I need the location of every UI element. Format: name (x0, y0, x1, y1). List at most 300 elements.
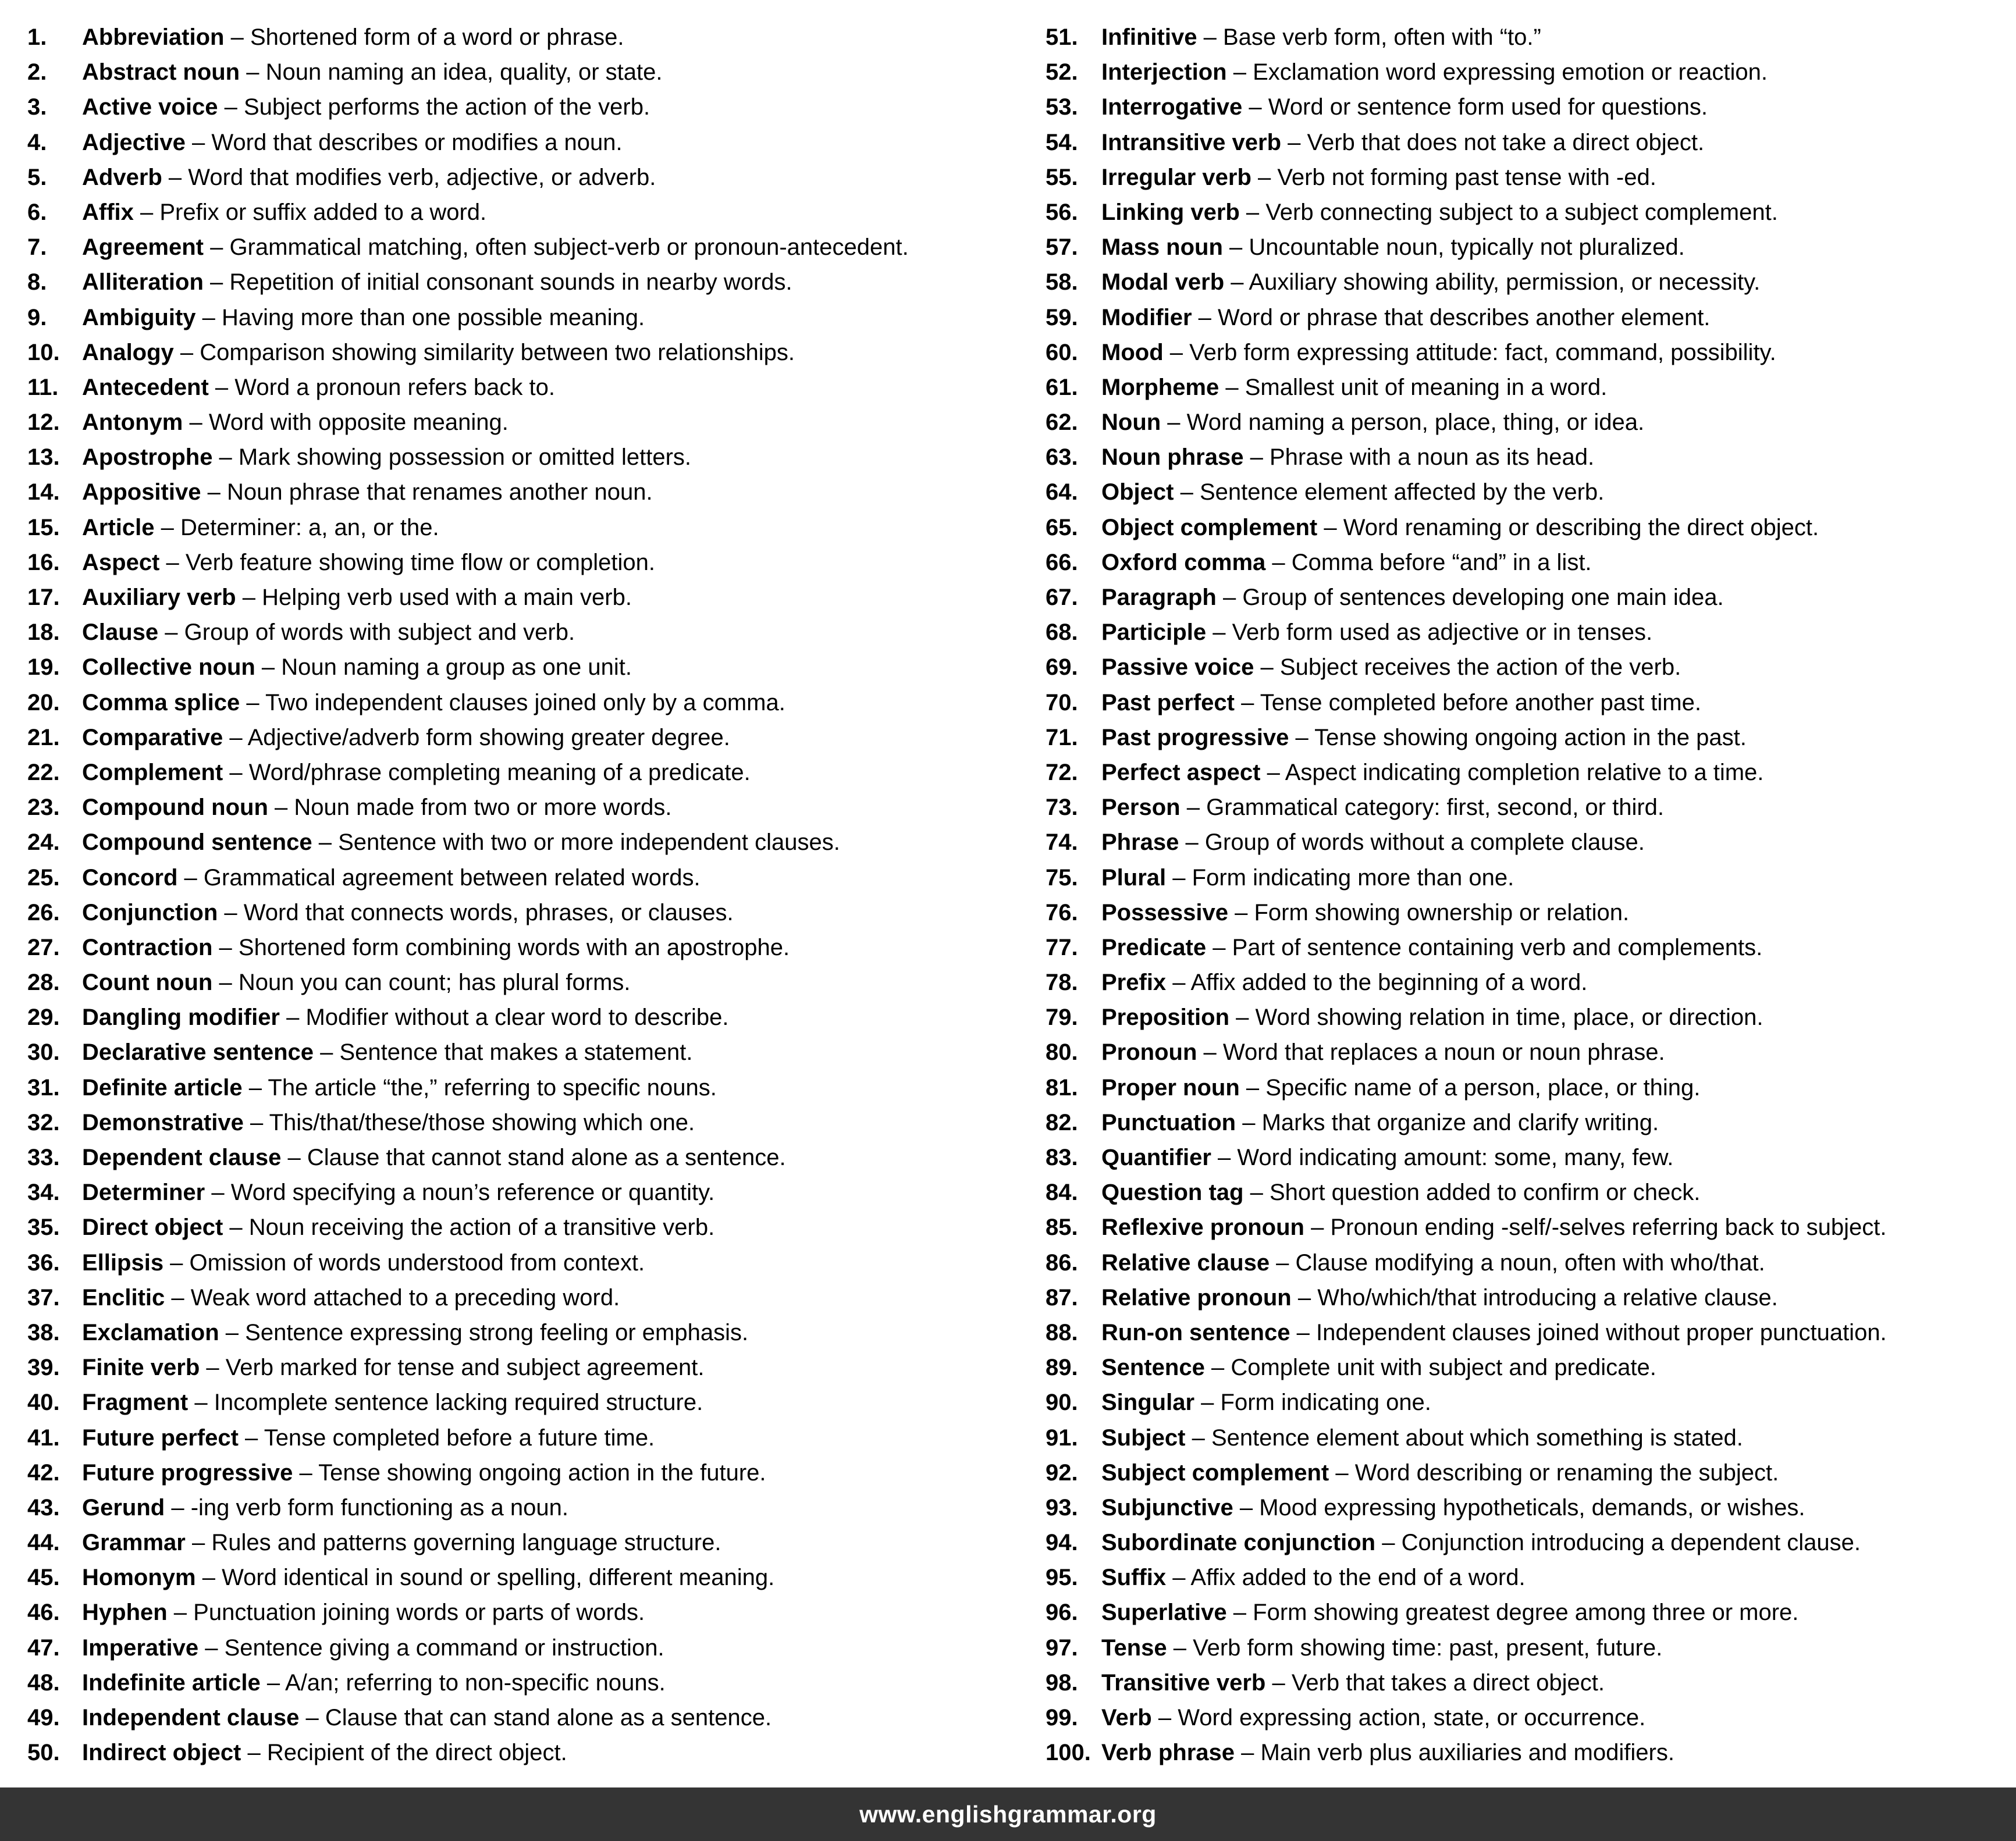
item-number: 45. (27, 1565, 60, 1591)
list-item (1046, 405, 1887, 440)
list-item (1046, 1560, 1887, 1595)
item-term: Past perfect (1101, 689, 1235, 715)
item-term: Abbreviation (82, 24, 225, 50)
item-number: 67. (1046, 585, 1078, 610)
item-term: Pronoun (1101, 1039, 1197, 1066)
item-definition: Noun naming a group as one unit. (281, 654, 632, 681)
list-item (27, 965, 909, 1000)
dash-separator: – (223, 724, 248, 750)
list-item (27, 1490, 909, 1525)
item-term: Suffix (1101, 1565, 1167, 1591)
item-definition: Grammatical category: first, second, or third. (1206, 795, 1665, 821)
list-item (1046, 1735, 1887, 1770)
item-number: 55. (1046, 164, 1078, 190)
item-number: 43. (27, 1494, 60, 1520)
item-text (1101, 90, 1708, 124)
list-item (1046, 1350, 1887, 1385)
item-number: 6. (27, 199, 47, 225)
item-definition: Prefix or suffix added to a word. (159, 199, 487, 225)
item-term: Relative clause (1101, 1249, 1270, 1276)
dash-separator: – (185, 1530, 212, 1556)
item-definition: Noun you can count; has plural forms. (238, 970, 631, 996)
item-term: Paragraph (1101, 585, 1217, 610)
list-item (1046, 510, 1887, 545)
item-term: Object complement (1101, 514, 1318, 540)
terms-column-left (27, 20, 909, 1770)
item-text (82, 1105, 695, 1140)
list-item (27, 1000, 909, 1035)
item-text (82, 1175, 714, 1210)
item-term: Ellipsis (82, 1249, 164, 1276)
list-item (27, 1175, 909, 1210)
item-term: Verb phrase (1101, 1740, 1235, 1766)
item-text (82, 1070, 717, 1105)
item-definition: Word with opposite meaning. (208, 409, 509, 436)
item-number: 49. (27, 1705, 60, 1730)
list-item (27, 195, 909, 230)
dash-separator: – (1243, 444, 1270, 471)
dash-separator: – (1194, 1390, 1221, 1416)
item-term: Past progressive (1101, 724, 1289, 750)
item-definition: Word describing or renaming the subject. (1354, 1459, 1779, 1486)
item-number: 58. (1046, 269, 1078, 295)
item-definition: Adjective/adverb form showing greater degree. (247, 724, 730, 750)
item-text (82, 1210, 714, 1245)
dash-separator: – (1197, 24, 1223, 50)
item-text (82, 90, 650, 124)
item-term: Mass noun (1101, 234, 1223, 261)
item-term: Active voice (82, 94, 218, 120)
list-item (27, 475, 909, 510)
list-item (27, 1560, 909, 1595)
dash-separator: – (1216, 585, 1243, 610)
list-item (27, 1140, 909, 1175)
list-item (27, 1455, 909, 1490)
item-definition: Affix added to the beginning of a word. (1190, 970, 1588, 996)
dash-separator: – (219, 1319, 246, 1345)
dash-separator: – (223, 1215, 249, 1241)
dash-separator: – (1163, 339, 1190, 365)
item-definition: Noun naming an idea, quality, or state. (265, 59, 663, 86)
dash-separator: – (154, 514, 180, 540)
item-term: Alliteration (82, 269, 204, 295)
item-definition: Conjunction introducing a dependent clause. (1401, 1530, 1861, 1556)
item-number: 13. (27, 444, 60, 471)
list-item (1046, 720, 1887, 755)
dash-separator: – (299, 1705, 325, 1730)
dash-separator: – (165, 1284, 191, 1311)
dash-separator: – (167, 1600, 194, 1626)
dash-separator: – (1254, 654, 1280, 681)
item-text (1101, 1665, 1605, 1700)
list-item (27, 1245, 909, 1280)
item-term: Determiner (82, 1180, 205, 1206)
item-number: 23. (27, 795, 60, 821)
item-text (82, 335, 795, 370)
item-text (82, 370, 555, 405)
item-text (1101, 125, 1704, 160)
item-term: Dangling modifier (82, 1005, 280, 1031)
item-number: 81. (1046, 1074, 1078, 1101)
list-item (1046, 1175, 1887, 1210)
item-text (82, 160, 656, 195)
item-number: 48. (27, 1669, 60, 1696)
item-number: 59. (1046, 304, 1078, 330)
dash-separator: – (195, 304, 222, 330)
item-definition: Recipient of the direct object. (266, 1740, 567, 1766)
list-item (1046, 825, 1887, 860)
item-definition: Specific name of a person, place, or thing. (1265, 1074, 1701, 1101)
item-term: Imperative (82, 1635, 199, 1661)
list-item (27, 860, 909, 895)
item-definition: Tense showing ongoing action in the past. (1314, 724, 1747, 750)
item-term: Appositive (82, 479, 201, 505)
list-item (1046, 1490, 1887, 1525)
item-text (1101, 1000, 1763, 1035)
item-term: Dependent clause (82, 1145, 282, 1170)
list-item (1046, 1455, 1887, 1490)
item-definition: Group of words without a complete clause. (1204, 829, 1645, 856)
item-term: Proper noun (1101, 1074, 1240, 1101)
list-item (1046, 685, 1887, 720)
dash-separator: – (201, 479, 227, 505)
item-text (82, 545, 655, 580)
item-term: Future progressive (82, 1459, 293, 1486)
list-item (27, 1420, 909, 1455)
item-number: 90. (1046, 1390, 1078, 1416)
item-text (82, 1665, 666, 1700)
item-definition: Word a pronoun refers back to. (234, 374, 555, 400)
item-number: 75. (1046, 864, 1078, 891)
item-definition: Sentence giving a command or instruction. (224, 1635, 664, 1661)
dash-separator: – (1317, 514, 1343, 540)
item-number: 95. (1046, 1565, 1078, 1591)
item-term: Linking verb (1101, 199, 1240, 225)
list-item (1046, 475, 1887, 510)
item-text (1101, 720, 1747, 755)
list-item (1046, 790, 1887, 825)
item-definition: Having more than one possible meaning. (222, 304, 645, 330)
item-number: 64. (1046, 479, 1078, 505)
list-item (27, 1735, 909, 1770)
item-term: Comma splice (82, 689, 240, 715)
item-text (1101, 300, 1710, 335)
item-term: Agreement (82, 234, 204, 261)
item-definition: Sentence element about which something is stated. (1211, 1425, 1743, 1451)
item-number: 39. (27, 1355, 60, 1381)
item-definition: Mood expressing hypotheticals, demands, or wishes. (1259, 1494, 1805, 1520)
item-term: Compound noun (82, 795, 268, 821)
item-number: 32. (27, 1109, 60, 1135)
item-text (82, 1630, 664, 1665)
item-number: 35. (27, 1215, 60, 1241)
item-number: 2. (27, 59, 47, 86)
list-item (27, 510, 909, 545)
item-term: Affix (82, 199, 134, 225)
item-definition: Grammatical agreement between related words. (203, 864, 701, 891)
list-item (1046, 1140, 1887, 1175)
list-item (1046, 580, 1887, 615)
dash-separator: – (188, 1390, 214, 1416)
list-item (27, 650, 909, 685)
item-number: 87. (1046, 1284, 1078, 1311)
dash-separator: – (218, 899, 244, 925)
item-definition: Who/which/that introducing a relative clause. (1317, 1284, 1778, 1311)
item-definition: Marks that organize and clarify writing. (1261, 1109, 1659, 1135)
item-number: 79. (1046, 1005, 1078, 1031)
item-term: Hyphen (82, 1600, 168, 1626)
dash-separator: – (280, 1005, 306, 1031)
item-number: 91. (1046, 1425, 1078, 1451)
item-number: 1. (27, 24, 47, 50)
item-term: Run-on sentence (1101, 1319, 1290, 1345)
item-term: Abstract noun (82, 59, 240, 86)
item-term: Morpheme (1101, 374, 1219, 400)
item-definition: Word or sentence form used for questions. (1268, 94, 1708, 120)
item-number: 62. (1046, 409, 1078, 436)
terms-column-right (1046, 20, 1887, 1770)
item-definition: Word/phrase completing meaning of a predicate. (248, 759, 751, 785)
item-term: Independent clause (82, 1705, 300, 1730)
item-definition: Clause modifying a noun, often with who/that. (1295, 1249, 1765, 1276)
item-definition: Shortened form combining words with an apostrophe. (238, 934, 790, 960)
item-text (1101, 895, 1629, 930)
item-term: Modifier (1101, 304, 1192, 330)
item-text (82, 1490, 568, 1525)
dash-separator: – (1242, 94, 1268, 120)
item-text (82, 1385, 703, 1420)
item-number: 20. (27, 689, 60, 715)
list-item (1046, 370, 1887, 405)
dash-separator: – (241, 1740, 267, 1766)
item-term: Antecedent (82, 374, 209, 400)
item-definition: Shortened form of a word or phrase. (250, 24, 624, 50)
item-definition: Two independent clauses joined only by a comma. (265, 689, 785, 715)
item-term: Superlative (1101, 1600, 1227, 1626)
item-number: 83. (1046, 1145, 1078, 1170)
item-definition: Word that connects words, phrases, or clauses. (243, 899, 734, 925)
list-item (27, 1665, 909, 1700)
list-item (1046, 160, 1887, 195)
dash-separator: – (1185, 1425, 1211, 1451)
item-number: 50. (27, 1740, 60, 1766)
dash-separator: – (1233, 1494, 1260, 1520)
dash-separator: – (1291, 1284, 1318, 1311)
item-text (1101, 615, 1652, 650)
dash-separator: – (218, 94, 244, 120)
item-term: Gerund (82, 1494, 165, 1520)
item-number: 4. (27, 129, 47, 155)
list-item (1046, 1105, 1887, 1140)
list-item (1046, 650, 1887, 685)
dash-separator: – (312, 829, 339, 856)
item-term: Fragment (82, 1390, 189, 1416)
item-text (1101, 825, 1645, 860)
item-text (1101, 1350, 1656, 1385)
item-text (82, 965, 631, 1000)
item-definition: Phrase with a noun as its head. (1269, 444, 1595, 471)
dash-separator: – (236, 585, 262, 610)
list-item (1046, 1385, 1887, 1420)
item-definition: Tense completed before another past time. (1260, 689, 1701, 715)
list-item (1046, 1245, 1887, 1280)
item-text (1101, 1035, 1665, 1070)
list-item (1046, 930, 1887, 965)
item-definition: Word that describes or modifies a noun. (211, 129, 623, 155)
list-item (27, 265, 909, 300)
list-item (1046, 195, 1887, 230)
item-text (1101, 1525, 1861, 1560)
item-text (1101, 1175, 1700, 1210)
item-number: 16. (27, 549, 60, 575)
item-term: Phrase (1101, 829, 1179, 856)
item-text (1101, 860, 1514, 895)
item-number: 47. (27, 1635, 60, 1661)
list-item (27, 300, 909, 335)
item-term: Singular (1101, 1390, 1195, 1416)
item-term: Finite verb (82, 1355, 200, 1381)
item-text (1101, 405, 1644, 440)
item-definition: Sentence expressing strong feeling or emphasis. (245, 1319, 749, 1345)
item-text (82, 1595, 645, 1630)
list-item (1046, 1525, 1887, 1560)
item-text (1101, 1420, 1743, 1455)
item-term: Predicate (1101, 934, 1207, 960)
item-definition: Pronoun ending -self/-selves referring back to subject. (1330, 1215, 1887, 1241)
item-definition: Subject receives the action of the verb. (1279, 654, 1681, 681)
item-number: 92. (1046, 1459, 1078, 1486)
item-number: 57. (1046, 234, 1078, 261)
list-item (1046, 125, 1887, 160)
list-item (27, 160, 909, 195)
item-definition: This/that/these/those showing which one. (269, 1109, 695, 1135)
item-number: 61. (1046, 374, 1078, 400)
dash-separator: – (1329, 1459, 1355, 1486)
dash-separator: – (1290, 1319, 1316, 1345)
item-number: 8. (27, 269, 47, 295)
item-definition: Form indicating more than one. (1192, 864, 1514, 891)
item-term: Noun (1101, 409, 1161, 436)
list-item (27, 580, 909, 615)
list-item (1046, 615, 1887, 650)
item-definition: Part of sentence containing verb and complements. (1232, 934, 1763, 960)
list-item (27, 440, 909, 475)
dash-separator: – (1224, 269, 1249, 295)
item-definition: Determiner: a, an, or the. (180, 514, 439, 540)
item-number: 51. (1046, 24, 1078, 50)
dash-separator: – (255, 654, 282, 681)
item-definition: Incomplete sentence lacking required structure. (214, 1390, 703, 1416)
item-number: 14. (27, 479, 60, 505)
item-number: 25. (27, 864, 60, 891)
list-item (1046, 1665, 1887, 1700)
item-text (82, 405, 509, 440)
item-text (1101, 1245, 1765, 1280)
item-definition: Modifier without a clear word to describe. (305, 1005, 729, 1031)
item-term: Subject (1101, 1425, 1186, 1451)
item-number: 60. (1046, 339, 1078, 365)
item-number: 33. (27, 1145, 60, 1170)
list-item (27, 615, 909, 650)
item-definition: Sentence with two or more independent clauses. (338, 829, 840, 856)
item-definition: Form indicating one. (1220, 1390, 1431, 1416)
item-number: 46. (27, 1600, 60, 1626)
item-text (1101, 1070, 1700, 1105)
dash-separator: – (1219, 374, 1245, 400)
item-number: 71. (1046, 724, 1078, 750)
dash-separator: – (195, 1565, 222, 1591)
item-definition: Form showing greatest degree among three or more. (1253, 1600, 1799, 1626)
item-term: Relative pronoun (1101, 1284, 1292, 1311)
item-definition: Word that modifies verb, adjective, or adverb. (188, 164, 656, 190)
item-number: 12. (27, 409, 60, 436)
item-term: Possessive (1101, 899, 1228, 925)
dash-separator: – (1167, 1635, 1193, 1661)
item-text (1101, 1595, 1798, 1630)
list-item (1046, 440, 1887, 475)
item-number: 69. (1046, 654, 1078, 681)
item-definition: Word specifying a noun’s reference or quantity. (230, 1180, 715, 1206)
item-number: 63. (1046, 444, 1078, 471)
item-term: Interrogative (1101, 94, 1243, 120)
item-term: Subject complement (1101, 1459, 1329, 1486)
item-definition: Noun receiving the action of a transitive verb. (248, 1215, 715, 1241)
dash-separator: – (212, 444, 239, 471)
item-definition: Omission of words understood from context. (189, 1249, 645, 1276)
dash-separator: – (260, 1669, 286, 1696)
dash-separator: – (1235, 1740, 1261, 1766)
dash-separator: – (1204, 1355, 1231, 1381)
item-definition: Word or phrase that describes another element. (1218, 304, 1711, 330)
item-text (1101, 55, 1768, 90)
dash-separator: – (208, 374, 235, 400)
list-item (27, 755, 909, 790)
list-item (1046, 20, 1887, 55)
dash-separator: – (1260, 759, 1285, 785)
item-definition: Short question added to confirm or check. (1269, 1180, 1701, 1206)
item-definition: Verb form expressing attitude: fact, command, possibility. (1189, 339, 1776, 365)
dash-separator: – (268, 795, 294, 821)
item-term: Tense (1101, 1635, 1167, 1661)
item-term: Oxford comma (1101, 549, 1266, 575)
item-text (82, 930, 790, 965)
dash-separator: – (1179, 829, 1205, 856)
item-text (82, 1350, 704, 1385)
item-definition: Verb that does not take a direct object. (1307, 129, 1705, 155)
item-term: Indefinite article (82, 1669, 261, 1696)
item-definition: Group of words with subject and verb. (184, 619, 575, 646)
item-definition: Noun phrase that renames another noun. (226, 479, 653, 505)
item-term: Analogy (82, 339, 174, 365)
list-item (1046, 300, 1887, 335)
item-definition: Sentence element affected by the verb. (1199, 479, 1605, 505)
list-item (27, 1280, 909, 1315)
item-text (1101, 1560, 1526, 1595)
item-number: 80. (1046, 1039, 1078, 1066)
item-definition: Repetition of initial consonant sounds in nearby words. (229, 269, 792, 295)
list-item (1046, 895, 1887, 930)
item-definition: Verb form showing time: past, present, future. (1193, 1635, 1663, 1661)
item-definition: Group of sentences developing one main idea. (1242, 585, 1724, 610)
item-definition: Punctuation joining words or parts of words. (193, 1600, 645, 1626)
dash-separator: – (1174, 479, 1200, 505)
item-text (1101, 230, 1685, 265)
item-text (82, 230, 909, 265)
item-text (1101, 265, 1760, 300)
list-item (1046, 1315, 1887, 1350)
dash-separator: – (1239, 1074, 1266, 1101)
item-text (82, 615, 575, 650)
